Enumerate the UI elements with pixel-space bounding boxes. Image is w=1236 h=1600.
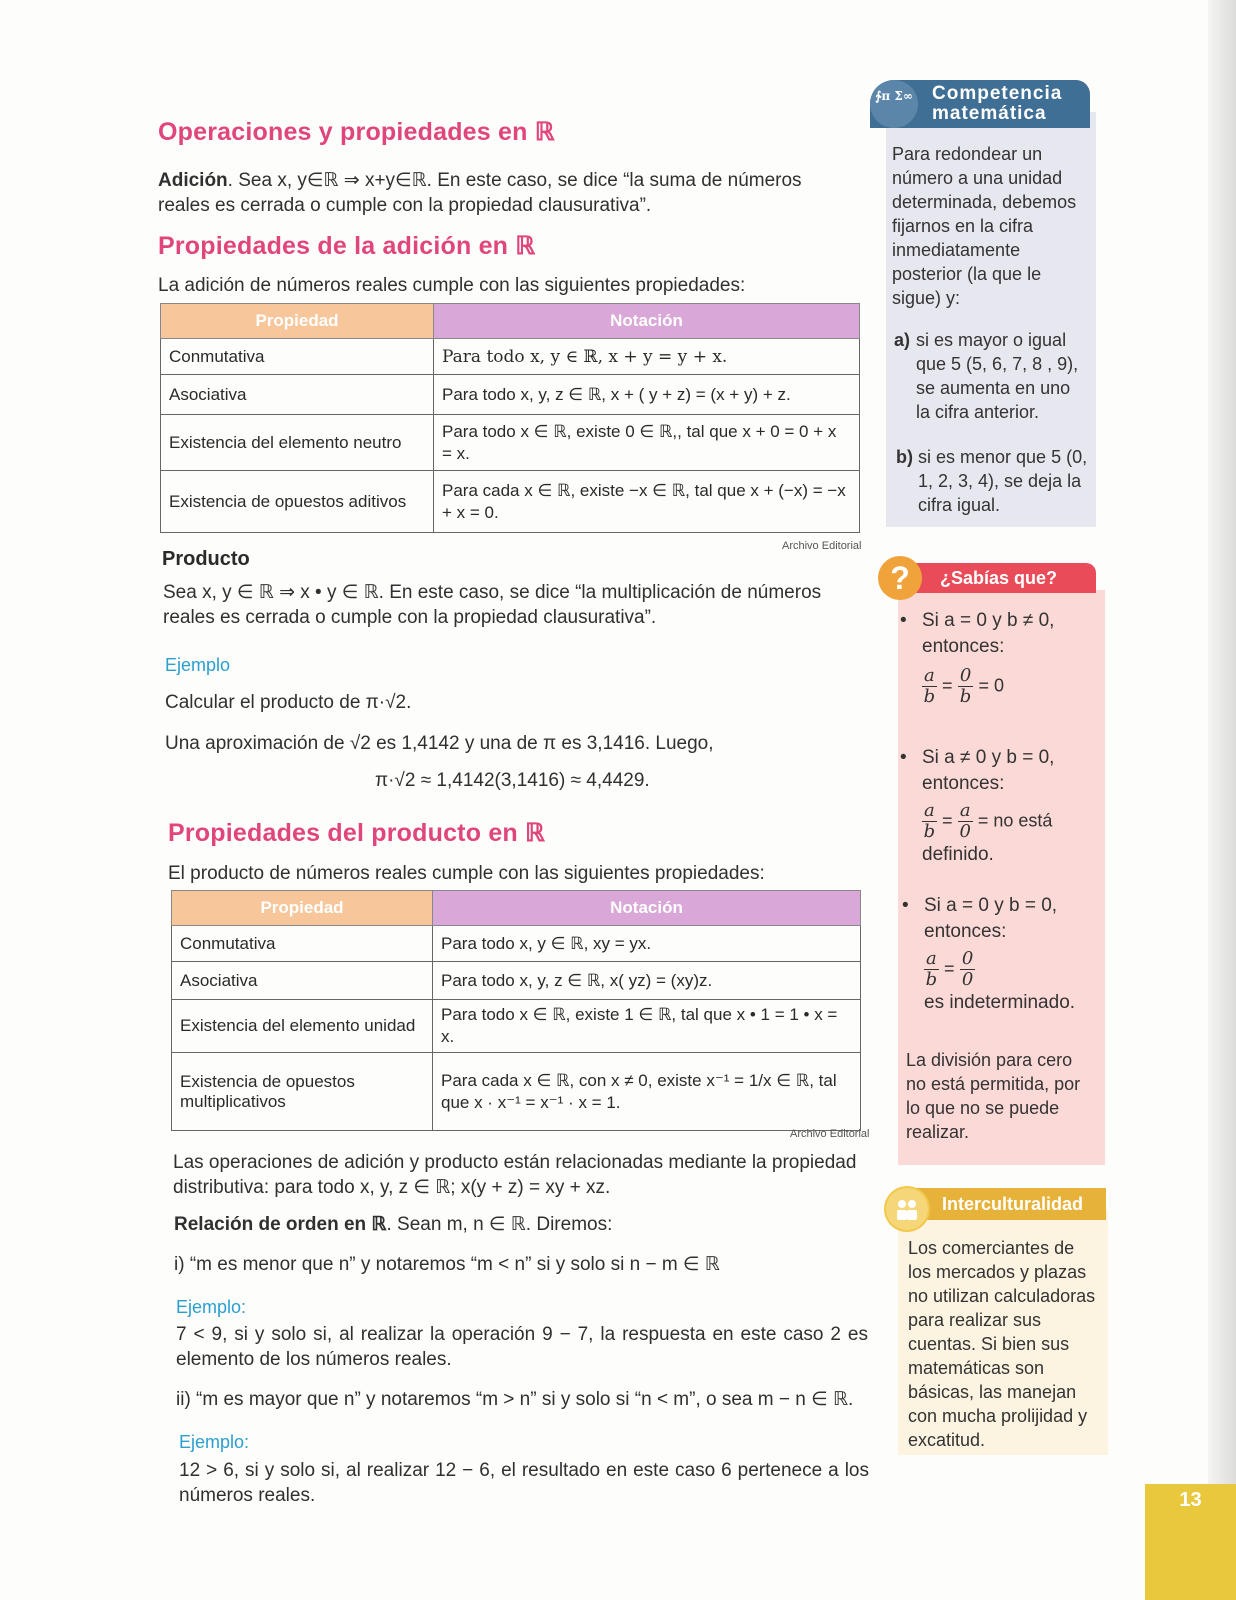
table-row-cell: Para todo x, y ∈ ℝ, xy = yx. [433,926,861,962]
sabias-b2-result: = no está [977,810,1053,831]
table-row-cell: Existencia de opuestos aditivos [161,471,434,533]
table-adicion-header-propiedad: Propiedad [161,304,434,339]
competencia-title [932,84,1062,124]
table-row-cell: Conmutativa [172,926,433,962]
competencia-intro: Para redondear un número a una unidad determinada, debemos fijarnos en la cifra inmediatamente posterior (la que le sigue) y: [892,144,1077,308]
math-symbols-icon: ∱π Σ∞ [870,80,918,128]
fraction: $\frac{a}{b}$ [923,665,936,707]
fraction: $\frac{0}{b}$ [959,665,972,707]
aprox-text: Una aproximación de √2 es 1,4142 y una de π es 3,1416. Luego, [165,733,714,754]
ejemplo-2-text: 7 < 9, si y solo si, al realizar la operación 9 − 7, la respuesta en este caso 2 es elemento de los números reales. [176,1324,868,1370]
table-adicion-credit: Archivo Editorial [782,540,862,552]
sabias-b2-formula: $\frac{a}{b}$ = $\frac{a}{0}$ = no está [923,800,1053,842]
orden-text: . Sean m, n ∈ ℝ. Diremos: [386,1214,613,1235]
competencia-title-line1: Competencia [932,83,1063,104]
sabias-b1-line2: entonces: [922,636,1005,657]
table-row-cell: Existencia del elemento unidad [172,1000,433,1053]
orden-paragraph [174,1212,612,1237]
sabias-b1-formula: $\frac{a}{b}$ = $\frac{0}{b}$ = 0 [923,665,1005,707]
sabias-b1-result: = 0 [978,675,1005,696]
sabias-b3-formula: $\frac{a}{b}$ = $\frac{0}{0}$ [925,948,974,990]
fraction: $\frac{a}{b}$ [923,800,936,842]
fraction: $\frac{a}{0}$ [959,800,971,842]
sabias-b2-line2: entonces: [922,773,1005,794]
table-row-cell: Para todo x ∈ ℝ, existe 0 ∈ ℝ,, tal que x + 0 = 0 + x = x. [434,415,860,471]
table-row-cell: Para todo x ∈ ℝ, existe 1 ∈ ℝ, tal que x • 1 = 1 • x = x. [433,1000,861,1053]
competencia-b-label: b) [896,447,913,467]
fraction: $\frac{a}{b}$ [925,948,938,990]
table-row-cell: Para todo x, y ∈ ℝ, x + y = y + x. [434,339,860,375]
sabias-b1-line1: • Si a = 0 y b ≠ 0, [922,610,1055,631]
sabias-title: ¿Sabías que? [940,568,1058,588]
sabias-b3-line1: • Si a = 0 y b = 0, [924,895,1058,916]
orden-lead: Relación de orden en ℝ [174,1214,387,1235]
ejemplo-3-text: 12 > 6, si y solo si, al realizar 12 − 6, el resultado en este caso 6 pertenece a los números reales. [179,1460,869,1506]
table-row-cell: Conmutativa [161,339,434,375]
competencia-item-a [894,328,1089,424]
list-item [898,745,1103,868]
intercultural-header [908,1188,1106,1220]
sabias-bullet-3 [900,893,1105,1016]
table-row-cell: Asociativa [161,375,434,415]
heading-prop-producto: Propiedades del producto en ℝ [168,819,546,847]
page-edge [1208,0,1236,1600]
sabias-b3-line3: es indeterminado. [924,992,1076,1013]
fraction: $\frac{0}{0}$ [961,948,974,990]
page-number: 13 [1145,1484,1236,1600]
ejemplo-label-2: Ejemplo: [176,1297,247,1317]
adicion-paragraph [158,168,853,218]
list-item [898,608,1103,707]
list-item [900,893,1105,1016]
table-producto-credit: Archivo Editorial [790,1128,870,1140]
table-producto [171,890,861,1131]
producto-text: Sea x, y ∈ ℝ ⇒ x • y ∈ ℝ. En este caso, se dice “la multiplicación de números reales es cerrada o cumple con la propiedad clausurativa”. [163,582,822,628]
distributiva-text: Las operaciones de adición y producto están relacionadas mediante la propiedad distributiva: para todo x, y, z ∈ ℝ; x(y + z) = xy + xz. [173,1152,857,1198]
competencia-header [870,80,1090,128]
sabias-bullet-1 [898,608,1103,707]
sabias-bullet-2 [898,745,1103,868]
table-producto-header-propiedad: Propiedad [172,891,433,926]
producto-title: Producto [162,548,250,570]
competencia-b-text: si es menor que 5 (0, 1, 2, 3, 4), se deja la cifra igual. [918,447,1088,515]
table-row-cell: Para cada x ∈ ℝ, existe −x ∈ ℝ, tal que x + (−x) = −x + x = 0. [434,471,860,533]
producto-intro: El producto de números reales cumple con las siguientes propiedades: [168,863,765,884]
sabias-b2-line1: • Si a ≠ 0 y b = 0, [922,747,1055,768]
table-row-cell: Asociativa [172,962,433,1000]
competencia-title-line2: matemática [932,103,1047,124]
orden-i: i) “m es menor que n” y notaremos “m < n” si y solo si n − m ∈ ℝ [174,1254,720,1275]
competencia-item-b [896,445,1091,517]
aprox-formula: π·√2 ≈ 1,4142(3,1416) ≈ 4,4429. [375,770,650,791]
table-row-cell: Existencia del elemento neutro [161,415,434,471]
table-row-cell: Existencia de opuestos multiplicativos [172,1053,433,1131]
question-mark-icon: ? [878,556,922,600]
ejemplo-label-3: Ejemplo: [179,1432,250,1452]
adicion-intro: La adición de números reales cumple con las siguientes propiedades: [158,275,746,296]
sabias-note: La división para cero no está permitida, por lo que no se puede realizar. [906,1050,1081,1142]
sabias-b3-line2: entonces: [924,921,1007,942]
heading-operaciones: Operaciones y propiedades en ℝ [158,118,555,146]
table-row-cell: Para todo x, y, z ∈ ℝ, x + ( y + z) = (x + y) + z. [434,375,860,415]
adicion-text: . Sea x, y∈ℝ ⇒ x+y∈ℝ. En este caso, se dice “la suma de números reales es cerrada o cumple con la propiedad clausurativa”. [158,170,802,216]
ejemplo-label-1: Ejemplo [165,655,231,675]
intercultural-text: Los comerciantes de los mercados y plazas no utilizan calculadoras para realizar sus cuentas. Si bien sus matemáticas son básicas, las manejan con mucha prolijidad y excatitud. [908,1238,1096,1450]
table-producto-header-notacion: Notación [433,891,861,926]
people-icon [884,1186,930,1232]
table-row-cell: Para todo x, y, z ∈ ℝ, x( yz) = (xy)z. [433,962,861,1000]
orden-ii: ii) “m es mayor que n” y notaremos “m > n” si y solo si “n < m”, o sea m − n ∈ ℝ. [176,1389,854,1410]
table-adicion-header-notacion: Notación [434,304,860,339]
table-row-cell: Para cada x ∈ ℝ, con x ≠ 0, existe x⁻¹ = 1/x ∈ ℝ, tal que x · x⁻¹ = x⁻¹ · x = 1. [433,1053,861,1131]
adicion-lead: Adición [158,170,228,191]
heading-prop-adicion: Propiedades de la adición en ℝ [158,232,536,260]
sabias-b2-line3: definido. [922,844,994,865]
intercultural-title: Interculturalidad [942,1194,1084,1214]
competencia-a-text: si es mayor o igual que 5 (5, 6, 7, 8 , 9), se aumenta en uno la cifra anterior. [916,330,1079,422]
competencia-a-label: a) [894,330,911,350]
calc-text: Calcular el producto de π·√2. [165,692,412,713]
sabias-header [900,563,1096,593]
table-adicion [160,303,860,533]
